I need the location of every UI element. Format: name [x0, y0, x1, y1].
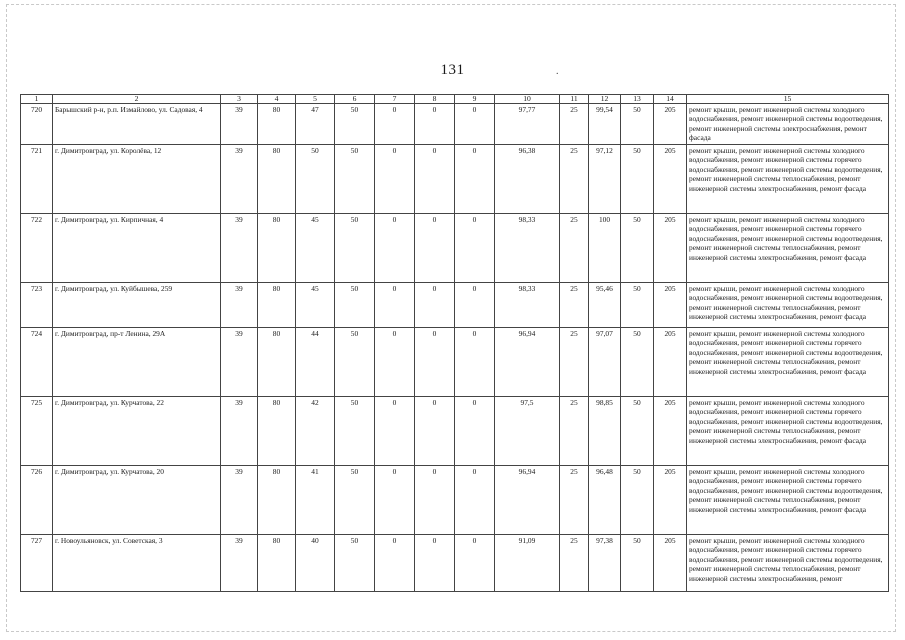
value-cell: 0: [455, 535, 495, 592]
value-cell: 50: [335, 466, 375, 535]
value-cell: 96,94: [495, 466, 560, 535]
value-cell: 205: [654, 328, 687, 397]
value-cell: 80: [258, 283, 296, 328]
column-header: 1: [21, 95, 53, 104]
value-cell: 50: [296, 145, 335, 214]
value-cell: 205: [654, 145, 687, 214]
value-cell: 205: [654, 214, 687, 283]
value-cell: 100: [589, 214, 621, 283]
row-number: 724: [21, 328, 53, 397]
row-number: 723: [21, 283, 53, 328]
value-cell: 50: [621, 283, 654, 328]
column-header: 2: [53, 95, 221, 104]
value-cell: 25: [560, 466, 589, 535]
row-number: 727: [21, 535, 53, 592]
value-cell: 39: [221, 397, 258, 466]
value-cell: 0: [455, 145, 495, 214]
value-cell: 40: [296, 535, 335, 592]
works-cell: ремонт крыши, ремонт инженерной системы холодного водоснабжения, ремонт инженерной системы горячего водоснабжения, ремонт инженерной системы водоотведения, ремонт инженерной системы теплоснабжения, ремонт инженерной системы электроснабжения, ремонт: [687, 535, 889, 592]
value-cell: 0: [455, 466, 495, 535]
value-cell: 98,85: [589, 397, 621, 466]
value-cell: 25: [560, 214, 589, 283]
page-number: 131: [440, 62, 465, 78]
value-cell: 50: [335, 328, 375, 397]
value-cell: 0: [415, 397, 455, 466]
value-cell: 96,48: [589, 466, 621, 535]
scan-dot-mark: .: [556, 66, 559, 77]
column-header: 7: [375, 95, 415, 104]
value-cell: 25: [560, 104, 589, 145]
value-cell: 47: [296, 104, 335, 145]
value-cell: 25: [560, 397, 589, 466]
table-row: [21, 535, 889, 592]
value-cell: 0: [415, 104, 455, 145]
address-cell: г. Димитровград, ул. Куйбышева, 259: [53, 283, 221, 328]
value-cell: 80: [258, 104, 296, 145]
value-cell: 0: [455, 283, 495, 328]
address-cell: г. Димитровград, ул. Курчатова, 20: [53, 466, 221, 535]
value-cell: 97,07: [589, 328, 621, 397]
value-cell: 39: [221, 145, 258, 214]
value-cell: 96,38: [495, 145, 560, 214]
value-cell: 50: [621, 535, 654, 592]
column-header: 13: [621, 95, 654, 104]
column-header: 15: [687, 95, 889, 104]
value-cell: 205: [654, 466, 687, 535]
value-cell: 0: [455, 104, 495, 145]
address-cell: г. Димитровград, пр-т Ленина, 29А: [53, 328, 221, 397]
works-cell: ремонт крыши, ремонт инженерной системы холодного водоснабжения, ремонт инженерной системы горячего водоснабжения, ремонт инженерной системы водоотведения, ремонт инженерной системы теплоснабжения, ремонт инженерной системы электроснабжения, ремонт фасада: [687, 328, 889, 397]
value-cell: 80: [258, 328, 296, 397]
value-cell: 50: [335, 397, 375, 466]
value-cell: 41: [296, 466, 335, 535]
address-cell: г. Димитровград, ул. Королёва, 12: [53, 145, 221, 214]
value-cell: 80: [258, 397, 296, 466]
value-cell: 50: [621, 104, 654, 145]
value-cell: 44: [296, 328, 335, 397]
column-header: 14: [654, 95, 687, 104]
value-cell: 39: [221, 104, 258, 145]
value-cell: 0: [375, 283, 415, 328]
value-cell: 42: [296, 397, 335, 466]
value-cell: 50: [621, 145, 654, 214]
column-header: 11: [560, 95, 589, 104]
address-cell: г. Димитровград, ул. Кирпичная, 4: [53, 214, 221, 283]
value-cell: 50: [621, 397, 654, 466]
row-number: 725: [21, 397, 53, 466]
value-cell: 50: [335, 145, 375, 214]
works-cell: ремонт крыши, ремонт инженерной системы холодного водоснабжения, ремонт инженерной системы горячего водоснабжения, ремонт инженерной системы водоотведения, ремонт инженерной системы теплоснабжения, ремонт инженерной системы электроснабжения, ремонт фасада: [687, 466, 889, 535]
row-number: 721: [21, 145, 53, 214]
value-cell: 80: [258, 466, 296, 535]
value-cell: 95,46: [589, 283, 621, 328]
value-cell: 0: [455, 397, 495, 466]
value-cell: 39: [221, 466, 258, 535]
address-cell: г. Новоульяновск, ул. Советская, 3: [53, 535, 221, 592]
value-cell: 25: [560, 328, 589, 397]
value-cell: 0: [455, 328, 495, 397]
value-cell: 0: [375, 466, 415, 535]
value-cell: 0: [415, 214, 455, 283]
value-cell: 45: [296, 283, 335, 328]
value-cell: 91,09: [495, 535, 560, 592]
value-cell: 0: [415, 535, 455, 592]
value-cell: 45: [296, 214, 335, 283]
column-header: 9: [455, 95, 495, 104]
value-cell: 98,33: [495, 214, 560, 283]
address-cell: Барышский р-н, р.п. Измайлово, ул. Садовая, 4: [53, 104, 221, 145]
value-cell: 50: [335, 214, 375, 283]
table-row: [21, 397, 889, 466]
register-table: [20, 94, 889, 592]
value-cell: 50: [335, 283, 375, 328]
column-header: 4: [258, 95, 296, 104]
value-cell: 98,33: [495, 283, 560, 328]
value-cell: 50: [621, 466, 654, 535]
table-row: [21, 214, 889, 283]
value-cell: 0: [375, 535, 415, 592]
works-cell: ремонт крыши, ремонт инженерной системы холодного водоснабжения, ремонт инженерной системы водоотведения, ремонт инженерной системы теплоснабжения, ремонт инженерной системы электроснабжения, ремонт фасада: [687, 283, 889, 328]
value-cell: 0: [375, 328, 415, 397]
row-number: 722: [21, 214, 53, 283]
value-cell: 39: [221, 328, 258, 397]
works-cell: ремонт крыши, ремонт инженерной системы холодного водоснабжения, ремонт инженерной системы горячего водоснабжения, ремонт инженерной системы водоотведения, ремонт инженерной системы теплоснабжения, ремонт инженерной системы электроснабжения, ремонт фасада: [687, 214, 889, 283]
table-row: [21, 328, 889, 397]
value-cell: 50: [621, 328, 654, 397]
value-cell: 0: [455, 214, 495, 283]
value-cell: 97,12: [589, 145, 621, 214]
column-number-row: [21, 95, 889, 104]
value-cell: 50: [621, 214, 654, 283]
value-cell: 80: [258, 145, 296, 214]
value-cell: 97,38: [589, 535, 621, 592]
column-header: 5: [296, 95, 335, 104]
value-cell: 0: [415, 283, 455, 328]
value-cell: 0: [415, 328, 455, 397]
works-cell: ремонт крыши, ремонт инженерной системы холодного водоснабжения, ремонт инженерной системы горячего водоснабжения, ремонт инженерной системы водоотведения, ремонт инженерной системы теплоснабжения, ремонт инженерной системы электроснабжения, ремонт фасада: [687, 145, 889, 214]
value-cell: 205: [654, 104, 687, 145]
table-row: [21, 466, 889, 535]
row-number: 720: [21, 104, 53, 145]
value-cell: 0: [375, 145, 415, 214]
value-cell: 25: [560, 283, 589, 328]
value-cell: 97,77: [495, 104, 560, 145]
column-header: 8: [415, 95, 455, 104]
value-cell: 25: [560, 535, 589, 592]
value-cell: 80: [258, 535, 296, 592]
value-cell: 205: [654, 397, 687, 466]
value-cell: 39: [221, 535, 258, 592]
column-header: 12: [589, 95, 621, 104]
column-header: 10: [495, 95, 560, 104]
value-cell: 0: [415, 466, 455, 535]
address-cell: г. Димитровград, ул. Курчатова, 22: [53, 397, 221, 466]
table-row: [21, 145, 889, 214]
table-row: [21, 104, 889, 145]
value-cell: 205: [654, 283, 687, 328]
value-cell: 25: [560, 145, 589, 214]
row-number: 726: [21, 466, 53, 535]
value-cell: 97,5: [495, 397, 560, 466]
value-cell: 39: [221, 214, 258, 283]
value-cell: 50: [335, 535, 375, 592]
value-cell: 50: [335, 104, 375, 145]
works-cell: ремонт крыши, ремонт инженерной системы холодного водоснабжения, ремонт инженерной системы горячего водоснабжения, ремонт инженерной системы водоотведения, ремонт инженерной системы теплоснабжения, ремонт инженерной системы электроснабжения, ремонт фасада: [687, 397, 889, 466]
value-cell: 0: [375, 104, 415, 145]
column-header: 3: [221, 95, 258, 104]
value-cell: 80: [258, 214, 296, 283]
works-cell: ремонт крыши, ремонт инженерной системы холодного водоснабжения, ремонт инженерной системы водоотведения, ремонт инженерной системы электроснабжения, ремонт фасада: [687, 104, 889, 145]
value-cell: 0: [375, 214, 415, 283]
table-row: [21, 283, 889, 328]
value-cell: 205: [654, 535, 687, 592]
value-cell: 0: [415, 145, 455, 214]
value-cell: 99,54: [589, 104, 621, 145]
value-cell: 39: [221, 283, 258, 328]
value-cell: 96,94: [495, 328, 560, 397]
column-header: 6: [335, 95, 375, 104]
value-cell: 0: [375, 397, 415, 466]
